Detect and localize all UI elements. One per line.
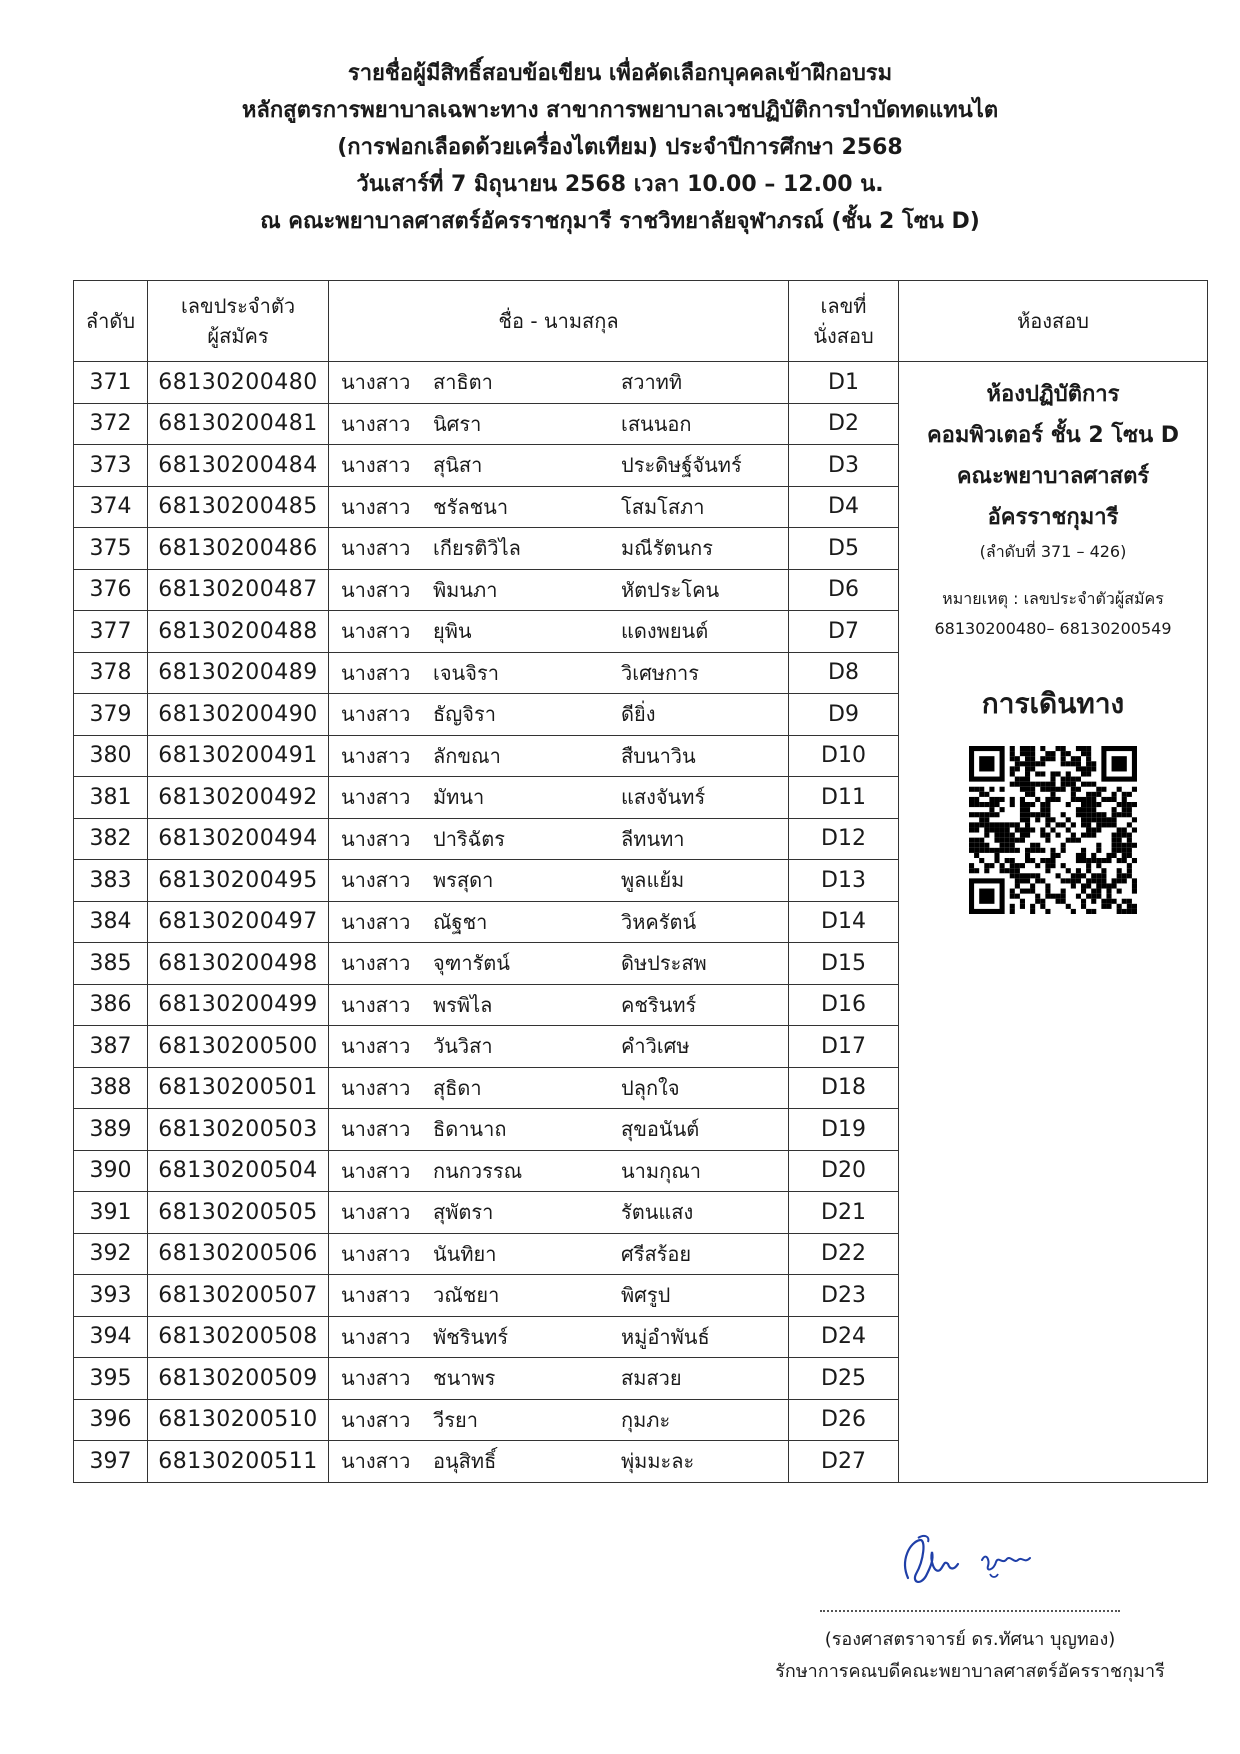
room-line-4: อัครราชกุมารี [987,505,1119,530]
row-no: 377 [74,611,148,653]
row-first-name: จุฑารัตน์ [433,951,510,976]
room-note [899,584,1207,644]
row-last-name: รัตนแสง [621,1200,694,1225]
row-applicant-id: 68130200509 [148,1358,329,1400]
row-title: นางสาว [341,494,411,519]
row-first-name: ชนาพร [433,1366,496,1391]
row-name [329,1026,789,1068]
row-applicant-id: 68130200511 [148,1441,329,1483]
table-row [74,362,1208,404]
row-title: นางสาว [341,951,411,976]
row-applicant-id: 68130200481 [148,403,329,445]
row-applicant-id: 68130200506 [148,1233,329,1275]
row-first-name: พิมนภา [433,577,498,602]
row-no: 392 [74,1233,148,1275]
row-name [329,984,789,1026]
row-applicant-id: 68130200490 [148,694,329,736]
row-name [329,1399,789,1441]
title-line-5: ณ คณะพยาบาลศาสตร์อัครราชกุมารี ราชวิทยาลัยจุฬาภรณ์ (ชั้น 2 โซน D) [260,209,980,234]
row-first-name: ธัญจิรา [433,702,496,727]
row-first-name: พัชรินทร์ [433,1324,509,1349]
row-name [329,1067,789,1109]
room-line-1: ห้องปฏิบัติการ [986,382,1120,407]
row-seat: D16 [789,984,899,1026]
row-last-name: สวาททิ [621,370,683,395]
row-no: 394 [74,1316,148,1358]
row-last-name: คำวิเศษ [621,1034,690,1059]
row-no: 383 [74,860,148,902]
row-name [329,569,789,611]
row-title: นางสาว [341,1034,411,1059]
row-applicant-id: 68130200486 [148,528,329,570]
row-name [329,943,789,985]
row-applicant-id: 68130200487 [148,569,329,611]
row-name [329,818,789,860]
row-applicant-id: 68130200492 [148,777,329,819]
row-seat: D24 [789,1316,899,1358]
row-seat: D9 [789,694,899,736]
row-name [329,486,789,528]
row-last-name: ลีทนทา [621,826,685,851]
header-seat [789,281,899,362]
row-title: นางสาว [341,992,411,1017]
room-line-3: คณะพยาบาลศาสตร์ [956,464,1150,489]
row-last-name: ประดิษฐ์จันทร์ [621,453,742,478]
row-applicant-id: 68130200501 [148,1067,329,1109]
row-name [329,1192,789,1234]
row-last-name: ดียิ่ง [621,702,656,727]
row-last-name: วิหครัตน์ [621,909,697,934]
row-last-name: แดงพยนต์ [621,619,709,644]
row-no: 389 [74,1109,148,1151]
row-name [329,611,789,653]
row-no: 378 [74,652,148,694]
candidate-table [73,280,1208,1483]
row-last-name: นามกุณา [621,1158,701,1183]
row-applicant-id: 68130200494 [148,818,329,860]
row-applicant-id: 68130200500 [148,1026,329,1068]
row-no: 385 [74,943,148,985]
row-applicant-id: 68130200489 [148,652,329,694]
header-no: ลำดับ [74,281,148,362]
row-no: 382 [74,818,148,860]
row-no: 388 [74,1067,148,1109]
row-name [329,1316,789,1358]
row-first-name: พรสุดา [433,868,494,893]
row-last-name: พุ่มมะละ [621,1449,695,1474]
row-first-name: มัทนา [433,785,485,810]
row-title: นางสาว [341,702,411,727]
row-seat: D20 [789,1150,899,1192]
row-first-name: พรพิไล [433,992,493,1017]
signature-image [890,1530,1060,1600]
row-last-name: สุขอนันต์ [621,1117,700,1142]
row-name [329,735,789,777]
header-id [148,281,329,362]
row-title: นางสาว [341,1117,411,1142]
travel-heading: การเดินทาง [981,687,1125,720]
row-first-name: สุธิดา [433,1075,482,1100]
table-header-row [74,281,1208,362]
row-applicant-id: 68130200488 [148,611,329,653]
signature-line [820,1610,1120,1612]
row-title: นางสาว [341,453,411,478]
row-seat: D11 [789,777,899,819]
row-title: นางสาว [341,785,411,810]
row-no: 373 [74,445,148,487]
row-applicant-id: 68130200484 [148,445,329,487]
row-seat: D8 [789,652,899,694]
row-applicant-id: 68130200480 [148,362,329,404]
row-last-name: เสนนอก [621,411,692,436]
row-no: 386 [74,984,148,1026]
row-seat: D22 [789,1233,899,1275]
row-name [329,860,789,902]
qr-code-icon[interactable] [969,746,1137,914]
row-seat: D17 [789,1026,899,1068]
row-applicant-id: 68130200498 [148,943,329,985]
row-no: 379 [74,694,148,736]
row-no: 384 [74,901,148,943]
row-applicant-id: 68130200491 [148,735,329,777]
header-name: ชื่อ - นามสกุล [329,281,789,362]
row-first-name: กนกวรรณ [433,1158,523,1183]
row-no: 381 [74,777,148,819]
row-seat: D1 [789,362,899,404]
row-title: นางสาว [341,1200,411,1225]
row-no: 380 [74,735,148,777]
row-applicant-id: 68130200503 [148,1109,329,1151]
row-first-name: เจนจิรา [433,660,499,685]
row-last-name: พูลแย้ม [621,868,685,893]
header-id-line2: ผู้สมัคร [207,324,269,348]
row-title: นางสาว [341,868,411,893]
row-seat: D7 [789,611,899,653]
row-name [329,445,789,487]
header-seat-line1: เลขที่ [820,294,867,318]
row-no: 395 [74,1358,148,1400]
row-first-name: สุนิสา [433,453,483,478]
row-name [329,1109,789,1151]
row-last-name: หมู่อำพันธ์ [621,1324,710,1349]
row-title: นางสาว [341,370,411,395]
row-title: นางสาว [341,1075,411,1100]
row-last-name: มณีรัตนกร [621,536,713,561]
row-name [329,777,789,819]
row-no: 396 [74,1399,148,1441]
row-last-name: ศรีสร้อย [621,1241,692,1266]
row-applicant-id: 68130200504 [148,1150,329,1192]
row-first-name: นิศรา [433,411,482,436]
row-title: นางสาว [341,577,411,602]
title-line-4: วันเสาร์ที่ 7 มิถุนายน 2568 เวลา 10.00 – 12.00 น. [356,172,884,197]
row-applicant-id: 68130200497 [148,901,329,943]
row-no: 376 [74,569,148,611]
row-first-name: ยุพิน [433,619,472,644]
row-name [329,1441,789,1483]
row-first-name: วณัชยา [433,1283,500,1308]
row-first-name: วีรยา [433,1407,478,1432]
row-first-name: ลักขณา [433,743,501,768]
row-seat: D19 [789,1109,899,1151]
row-title: นางสาว [341,1158,411,1183]
row-title: นางสาว [341,826,411,851]
row-first-name: วันวิสา [433,1034,493,1059]
header-seat-line2: นั่งสอบ [813,324,874,348]
row-last-name: สืบนาวิน [621,743,696,768]
row-name [329,403,789,445]
row-seat: D13 [789,860,899,902]
title-line-1: รายชื่อผู้มีสิทธิ์สอบข้อเขียน เพื่อคัดเลือกบุคคลเข้าฝึกอบรม [347,61,893,86]
title-line-2: หลักสูตรการพยาบาลเฉพาะทาง สาขาการพยาบาลเวชปฏิบัติการบำบัดทดแทนไต [241,98,999,123]
row-name [329,1233,789,1275]
row-last-name: แสงจันทร์ [621,785,706,810]
row-first-name: สุพัตรา [433,1200,494,1225]
row-first-name: นันทิยา [433,1241,497,1266]
header-room: ห้องสอบ [899,281,1208,362]
header-id-line1: เลขประจำตัว [180,294,296,318]
row-seat: D12 [789,818,899,860]
row-first-name: ณัฐชา [433,909,488,934]
row-applicant-id: 68130200485 [148,486,329,528]
row-name [329,694,789,736]
row-title: นางสาว [341,1449,411,1474]
row-title: นางสาว [341,619,411,644]
row-applicant-id: 68130200507 [148,1275,329,1317]
row-name [329,1275,789,1317]
row-seat: D3 [789,445,899,487]
row-title: นางสาว [341,1366,411,1391]
row-no: 387 [74,1026,148,1068]
row-no: 375 [74,528,148,570]
row-seat: D25 [789,1358,899,1400]
row-last-name: พิศรูป [621,1283,671,1308]
title-line-3: (การฟอกเลือดด้วยเครื่องไตเทียม) ประจำปีการศึกษา 2568 [337,135,903,160]
row-seat: D26 [789,1399,899,1441]
row-last-name: สมสวย [621,1366,682,1391]
row-applicant-id: 68130200495 [148,860,329,902]
row-title: นางสาว [341,909,411,934]
row-seat: D18 [789,1067,899,1109]
room-range: (ลำดับที่ 371 – 426) [979,542,1127,561]
row-name [329,901,789,943]
row-first-name: สาธิตา [433,370,493,395]
row-title: นางสาว [341,536,411,561]
row-first-name: อนุสิทธิ์ [433,1449,497,1474]
signer-position: รักษาการคณบดีคณะพยาบาลศาสตร์อัครราชกุมารี [775,1661,1165,1682]
row-last-name: คชรินทร์ [621,992,697,1017]
row-no: 397 [74,1441,148,1483]
row-title: นางสาว [341,1407,411,1432]
row-title: นางสาว [341,1283,411,1308]
document-title [0,55,1240,240]
row-applicant-id: 68130200505 [148,1192,329,1234]
row-first-name: ชรัลชนา [433,494,509,519]
row-title: นางสาว [341,411,411,436]
row-seat: D14 [789,901,899,943]
row-applicant-id: 68130200510 [148,1399,329,1441]
row-title: นางสาว [341,1241,411,1266]
row-name [329,1358,789,1400]
row-last-name: กุมภะ [621,1407,671,1432]
row-seat: D27 [789,1441,899,1483]
row-first-name: ธิดานาถ [433,1117,507,1142]
row-name [329,362,789,404]
row-seat: D23 [789,1275,899,1317]
row-seat: D21 [789,1192,899,1234]
row-seat: D4 [789,486,899,528]
signer-name: (รองศาสตราจารย์ ดร.ทัศนา บุญทอง) [824,1629,1116,1650]
note-range: 68130200480– 68130200549 [934,619,1172,638]
row-seat: D15 [789,943,899,985]
room-line-2: คอมพิวเตอร์ ชั้น 2 โซน D [926,423,1180,448]
row-no: 391 [74,1192,148,1234]
row-last-name: วิเศษการ [621,660,700,685]
row-title: นางสาว [341,743,411,768]
row-title: นางสาว [341,1324,411,1349]
row-applicant-id: 68130200499 [148,984,329,1026]
row-last-name: หัตประโคน [621,577,720,602]
row-first-name: ปาริฉัตร [433,826,506,851]
row-first-name: เกียรติวิไล [433,536,521,561]
row-last-name: ดิษประสพ [621,951,707,976]
note-label: หมายเหตุ : เลขประจำตัวผู้สมัคร [942,589,1164,608]
row-no: 372 [74,403,148,445]
row-no: 371 [74,362,148,404]
row-name [329,528,789,570]
row-seat: D6 [789,569,899,611]
row-seat: D2 [789,403,899,445]
row-name [329,652,789,694]
row-seat: D5 [789,528,899,570]
row-no: 374 [74,486,148,528]
row-seat: D10 [789,735,899,777]
row-last-name: โสมโสภา [621,494,705,519]
row-no: 393 [74,1275,148,1317]
row-no: 390 [74,1150,148,1192]
row-name [329,1150,789,1192]
row-title: นางสาว [341,660,411,685]
room-cell [899,362,1208,1483]
row-applicant-id: 68130200508 [148,1316,329,1358]
row-last-name: ปลุกใจ [621,1075,680,1100]
